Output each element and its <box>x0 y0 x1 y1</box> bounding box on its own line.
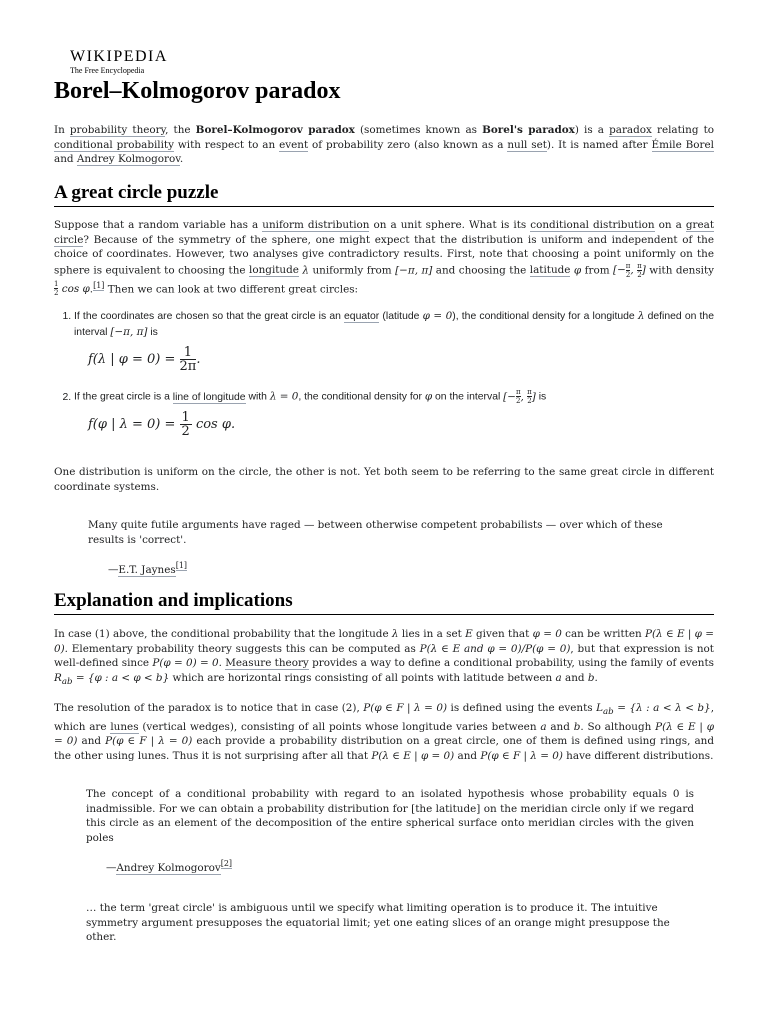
link-andrey-kolmogorov[interactable]: Andrey Kolmogorov <box>76 153 180 165</box>
formula-lhs: f(λ | φ = 0) = <box>88 352 180 368</box>
math-lambda: λ <box>637 310 645 323</box>
link-conditional-probability[interactable]: conditional probability <box>54 138 174 151</box>
link-emile-borel[interactable]: Émile Borel <box>651 138 714 151</box>
math-pf: P(φ ∈ F | λ = 0) <box>105 735 193 748</box>
numerator: π <box>515 388 521 397</box>
math-density <box>54 280 90 298</box>
text: ), the conditional density for a longitude <box>452 311 638 323</box>
link-uniform-distribution[interactable]: uniform distribution <box>262 219 370 231</box>
reference-1[interactable]: [1] <box>93 280 105 290</box>
text: . Elementary probability theory suggests this can be computed as <box>64 642 420 655</box>
link-event[interactable]: event <box>279 138 309 151</box>
link-paradox[interactable]: paradox <box>609 124 652 136</box>
text: and <box>561 671 588 684</box>
formula-lhs: f(φ | λ = 0) = <box>88 417 180 433</box>
math-b: b <box>573 720 581 733</box>
text: lies in a set <box>398 628 466 640</box>
math-phi-zero: φ = 0 <box>422 310 453 323</box>
text: is <box>147 326 158 338</box>
math-ratio: P(λ ∈ E and φ = 0)/P(φ = 0) <box>419 642 571 655</box>
text: ? Because of the symmetry of the sphere, one might expect that the distribution is uniform and independent of the choice of coordinates. However, two analyses give contradictory results. First, note that choosing a point uniformly on the sphere is equivalent to choosing the <box>54 233 714 276</box>
text: = {φ : a < φ < b} <box>72 671 170 684</box>
formula-end: cos φ. <box>191 417 236 433</box>
text: from <box>581 264 614 276</box>
quote-text: Many quite futile arguments have raged — between otherwise competent probabilists — over which of these results is 'correct'. <box>88 519 663 546</box>
link-andrey-kolmogorov[interactable]: Andrey Kolmogorov <box>116 861 221 874</box>
math-lambda: λ <box>391 628 399 640</box>
text: and <box>54 153 77 165</box>
math-interval: [−π, π] <box>395 264 433 276</box>
text: and choosing the <box>432 264 530 276</box>
text: with <box>245 391 270 403</box>
text: with density <box>645 264 715 276</box>
numerator: 1 <box>181 410 190 426</box>
link-et-jaynes[interactable]: E.T. Jaynes <box>118 563 176 576</box>
denominator: 2 <box>625 270 631 279</box>
text: each provide a probability distribution on a great circle, one of them is defined using rings, and the other using lunes. Thus it is not surprising after all that <box>54 735 714 762</box>
section-heading: Explanation and implications <box>54 590 714 615</box>
text: . So although <box>580 720 656 733</box>
math-phi: φ <box>424 390 433 403</box>
text: = {λ : a < λ < b} <box>613 702 711 715</box>
numerator: π <box>637 261 642 270</box>
text: on a unit sphere. What is its <box>369 219 531 231</box>
text: defined on the interval <box>74 311 714 338</box>
dash: — <box>108 563 119 576</box>
math-a: a <box>555 671 562 684</box>
text: Suppose that a random variable has a <box>54 219 263 231</box>
subscript: ab <box>603 707 614 718</box>
text: ). It is named after <box>546 138 652 151</box>
text: is <box>535 391 547 403</box>
math-conditional: P(λ ∈ E | φ = 0) <box>54 628 714 655</box>
math-pf: P(φ ∈ F | λ = 0) <box>480 749 563 762</box>
kolmogorov-quote <box>86 787 694 875</box>
section-explanation <box>54 590 714 945</box>
denominator: 2 <box>54 289 59 298</box>
text: and <box>546 720 574 733</box>
text: In <box>54 124 70 136</box>
text: which are horizontal rings consisting of all points with latitude between <box>169 671 556 684</box>
text: , the <box>165 124 196 136</box>
math-lambda-zero: λ = 0 <box>269 390 299 403</box>
text: , <box>520 390 528 403</box>
math-a: a <box>540 720 547 733</box>
math-b: b <box>587 671 595 684</box>
puzzle-paragraph <box>54 218 714 297</box>
list-item <box>74 309 714 380</box>
fraction <box>180 411 192 438</box>
link-probability-theory[interactable]: probability theory <box>69 124 166 136</box>
link-conditional-distribution[interactable]: conditional distribution <box>530 219 655 231</box>
math-pe: P(λ ∈ E | φ = 0) <box>54 720 714 748</box>
subscript: ab <box>61 676 73 687</box>
bold-alt-term: Borel's paradox <box>482 124 575 136</box>
math-lunes <box>596 702 711 718</box>
text: ] <box>641 264 646 276</box>
text: cos φ <box>58 282 90 295</box>
text: can be written <box>561 628 645 640</box>
bold-term: Borel–Kolmogorov paradox <box>195 124 355 136</box>
text: on the interval <box>432 391 504 403</box>
text: provides a way to define a conditional probability, using the family of events <box>308 657 714 669</box>
page-title: Borel–Kolmogorov paradox <box>54 78 341 104</box>
math-rings <box>54 671 170 687</box>
link-great-circle[interactable]: great circle <box>54 219 714 246</box>
intro-paragraph <box>54 123 714 167</box>
text: with respect to an <box>173 138 280 151</box>
text: Then we can look at two different great circles: <box>104 282 359 295</box>
text: . <box>89 282 94 295</box>
formula-case-2 <box>88 411 714 445</box>
text: on a <box>654 219 686 231</box>
fraction <box>180 346 197 373</box>
math-phi-zero: φ = 0 <box>532 628 562 640</box>
text: . <box>179 153 184 165</box>
link-longitude[interactable]: longitude <box>249 264 299 276</box>
wikipedia-logo[interactable] <box>70 49 168 75</box>
text: , <box>630 264 638 276</box>
explanation-paragraph-1 <box>54 627 714 689</box>
text: If the great circle is a <box>74 391 173 403</box>
math-zero-prob: P(φ = 0) = 0 <box>152 657 219 669</box>
math-interval: [−π, π] <box>110 325 148 338</box>
math-pe: P(λ ∈ E | φ = 0) <box>371 749 455 762</box>
text: and <box>454 749 481 762</box>
great-circle-list <box>54 309 714 445</box>
section-heading: A great circle puzzle <box>54 182 714 207</box>
text: . <box>594 671 598 684</box>
reference-1[interactable]: [1] <box>175 561 188 571</box>
link-lunes[interactable]: lunes <box>110 720 139 733</box>
orange-quote <box>86 901 694 945</box>
denominator: 2 <box>637 270 642 279</box>
text: ) is a <box>574 124 610 136</box>
text: The resolution of the paradox is to notice that in case (2), <box>54 702 364 715</box>
numerator: π <box>527 388 532 397</box>
link-null-set[interactable]: null set <box>507 138 547 151</box>
denominator: 2 <box>527 397 532 406</box>
math-latitude-interval <box>613 261 646 279</box>
list-item <box>74 388 714 445</box>
logo-tagline: The Free Encyclopedia <box>70 66 145 75</box>
text: of probability zero (also known as a <box>308 138 508 151</box>
math-lambda: λ <box>302 264 309 276</box>
math-phi: φ <box>573 264 582 276</box>
formula-case-1 <box>88 346 714 380</box>
numerator: π <box>625 261 631 270</box>
text: ] <box>531 390 536 403</box>
quote-text: The concept of a conditional probability with regard to an isolated hypothesis whose probability equals 0 is inadmissible. For we can obtain a probability distribution for [the latitude] on the meridian circle only if we regard this circle as an element of the decomposition of the entire spherical surface onto meridian circles with the given poles <box>86 788 694 844</box>
text: (vertical wedges), consisting of all points whose longitude varies between <box>138 720 541 733</box>
text: , which are <box>54 702 714 733</box>
numerator: 1 <box>180 346 197 360</box>
denominator: 2 <box>181 424 190 440</box>
jaynes-quote <box>88 518 694 577</box>
link-line-of-longitude[interactable]: line of longitude <box>172 391 246 403</box>
dash: — <box>106 861 117 874</box>
text: have different distributions. <box>562 749 714 762</box>
numerator: 1 <box>54 280 59 289</box>
text: R <box>54 671 62 684</box>
text: is defined using the events <box>447 702 597 715</box>
link-latitude[interactable]: latitude <box>529 264 571 276</box>
explanation-paragraph-2 <box>54 701 714 763</box>
quote-attribution <box>108 559 694 577</box>
text: (sometimes known as <box>354 124 483 136</box>
text: . <box>218 657 226 669</box>
quote-text: … the term 'great circle' is ambiguous until we specify what limiting operation is to produce it. The intuitive symmetry argument presupposes the equatorial limit; yet one eating slices of an orange might presuppose the other. <box>86 902 670 944</box>
text: [− <box>613 264 626 276</box>
math-set-e: E <box>465 628 473 640</box>
text: (latitude <box>379 311 423 323</box>
text: relating to <box>651 124 714 136</box>
text: , but that expression is not well-defined since <box>54 642 714 669</box>
denominator: 2π <box>179 359 197 375</box>
denominator: 2 <box>516 397 521 406</box>
math-pf: P(φ ∈ F | λ = 0) <box>363 702 448 715</box>
text: given that <box>472 628 533 640</box>
section-great-circle-puzzle <box>54 182 714 577</box>
distribution-paragraph: One distribution is uniform on the circle, the other is not. Yet both seem to be referring to the same great circle in different coordinate systems. <box>54 466 714 493</box>
text: L <box>596 702 603 715</box>
formula-end: . <box>196 352 201 368</box>
text: and <box>77 735 106 748</box>
math-latitude-interval <box>503 388 536 406</box>
text: , the conditional density for <box>298 391 425 403</box>
text: In case (1) above, the conditional probability that the longitude <box>54 628 392 640</box>
reference-2[interactable]: [2] <box>220 859 233 869</box>
text: uniformly from <box>309 264 396 276</box>
link-equator[interactable]: equator <box>344 311 380 323</box>
logo-wordmark: WIKIPEDIA <box>70 48 168 65</box>
quote-attribution <box>106 857 694 875</box>
intro-section <box>54 123 714 167</box>
link-measure-theory[interactable]: Measure theory <box>225 657 309 669</box>
text: If the coordinates are chosen so that the great circle is an <box>74 311 345 323</box>
text: [− <box>503 390 516 403</box>
